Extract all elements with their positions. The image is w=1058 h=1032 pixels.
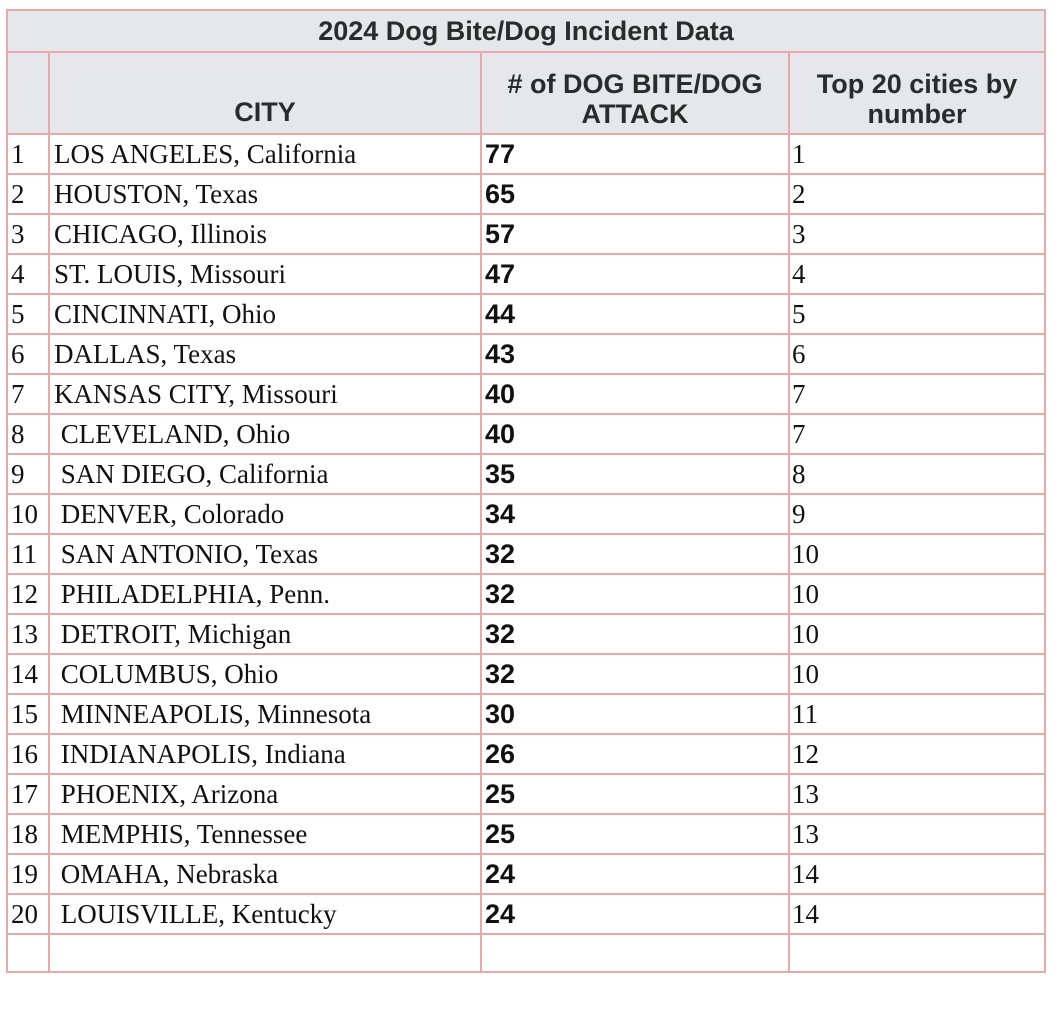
city-cell: LOUISVILLE, Kentucky [49, 894, 481, 934]
empty-cell [7, 934, 49, 972]
rank-cell: 6 [789, 334, 1045, 374]
rank-cell: 2 [789, 174, 1045, 214]
count-cell: 47 [481, 254, 789, 294]
rank-cell: 10 [789, 654, 1045, 694]
table-row [7, 774, 1045, 814]
header-city: CITY [49, 52, 481, 134]
table-row [7, 854, 1045, 894]
header-rank: Top 20 cities by number [789, 52, 1045, 134]
city-cell: ST. LOUIS, Missouri [49, 254, 481, 294]
count-cell: 35 [481, 454, 789, 494]
city-cell: OMAHA, Nebraska [49, 854, 481, 894]
table-row [7, 414, 1045, 454]
rank-cell: 7 [789, 414, 1045, 454]
rank-cell: 3 [789, 214, 1045, 254]
rank-cell: 10 [789, 574, 1045, 614]
row-number: 20 [7, 894, 49, 934]
table-row [7, 494, 1045, 534]
row-number: 7 [7, 374, 49, 414]
row-number: 15 [7, 694, 49, 734]
city-cell: DALLAS, Texas [49, 334, 481, 374]
table-row [7, 294, 1045, 334]
row-number: 5 [7, 294, 49, 334]
count-cell: 26 [481, 734, 789, 774]
city-cell: CLEVELAND, Ohio [49, 414, 481, 454]
dog-bite-table [6, 9, 1046, 973]
row-number: 16 [7, 734, 49, 774]
rank-cell: 9 [789, 494, 1045, 534]
city-cell: COLUMBUS, Ohio [49, 654, 481, 694]
count-cell: 32 [481, 534, 789, 574]
table-row [7, 614, 1045, 654]
table-row [7, 654, 1045, 694]
header-count: # of DOG BITE/DOG ATTACK [481, 52, 789, 134]
count-cell: 24 [481, 854, 789, 894]
table-row [7, 374, 1045, 414]
row-number: 8 [7, 414, 49, 454]
count-cell: 30 [481, 694, 789, 734]
count-cell: 25 [481, 774, 789, 814]
table-title: 2024 Dog Bite/Dog Incident Data [7, 10, 1045, 52]
city-cell: MEMPHIS, Tennessee [49, 814, 481, 854]
rank-cell: 13 [789, 774, 1045, 814]
empty-cell [789, 934, 1045, 972]
count-cell: 57 [481, 214, 789, 254]
row-number: 12 [7, 574, 49, 614]
count-cell: 40 [481, 414, 789, 454]
empty-row [7, 934, 1045, 972]
city-cell: INDIANAPOLIS, Indiana [49, 734, 481, 774]
city-cell: MINNEAPOLIS, Minnesota [49, 694, 481, 734]
rank-cell: 5 [789, 294, 1045, 334]
header-row [7, 52, 1045, 134]
city-cell: CHICAGO, Illinois [49, 214, 481, 254]
table-row [7, 694, 1045, 734]
row-number: 4 [7, 254, 49, 294]
city-cell: PHILADELPHIA, Penn. [49, 574, 481, 614]
row-number: 6 [7, 334, 49, 374]
count-cell: 24 [481, 894, 789, 934]
table-row [7, 214, 1045, 254]
city-cell: PHOENIX, Arizona [49, 774, 481, 814]
count-cell: 40 [481, 374, 789, 414]
count-cell: 32 [481, 654, 789, 694]
rank-cell: 11 [789, 694, 1045, 734]
city-cell: CINCINNATI, Ohio [49, 294, 481, 334]
city-cell: KANSAS CITY, Missouri [49, 374, 481, 414]
empty-cell [49, 934, 481, 972]
table-row [7, 894, 1045, 934]
row-number: 19 [7, 854, 49, 894]
count-cell: 77 [481, 134, 789, 174]
row-number: 13 [7, 614, 49, 654]
rank-cell: 10 [789, 614, 1045, 654]
table-row [7, 334, 1045, 374]
table-row [7, 814, 1045, 854]
title-row [7, 10, 1045, 52]
row-number: 9 [7, 454, 49, 494]
row-number: 11 [7, 534, 49, 574]
city-cell: DENVER, Colorado [49, 494, 481, 534]
table-row [7, 734, 1045, 774]
row-number: 3 [7, 214, 49, 254]
table-row [7, 174, 1045, 214]
dog-bite-table-container [6, 9, 1046, 973]
rank-cell: 14 [789, 894, 1045, 934]
city-cell: SAN DIEGO, California [49, 454, 481, 494]
table-row [7, 534, 1045, 574]
row-number: 2 [7, 174, 49, 214]
row-number: 17 [7, 774, 49, 814]
city-cell: DETROIT, Michigan [49, 614, 481, 654]
rank-cell: 13 [789, 814, 1045, 854]
rank-cell: 7 [789, 374, 1045, 414]
count-cell: 25 [481, 814, 789, 854]
table-row [7, 134, 1045, 174]
count-cell: 65 [481, 174, 789, 214]
count-cell: 44 [481, 294, 789, 334]
row-number: 18 [7, 814, 49, 854]
header-blank-cell [7, 52, 49, 134]
rank-cell: 14 [789, 854, 1045, 894]
row-number: 10 [7, 494, 49, 534]
table-row [7, 254, 1045, 294]
table-row [7, 574, 1045, 614]
rank-cell: 12 [789, 734, 1045, 774]
rank-cell: 1 [789, 134, 1045, 174]
rank-cell: 10 [789, 534, 1045, 574]
empty-cell [481, 934, 789, 972]
table-row [7, 454, 1045, 494]
row-number: 14 [7, 654, 49, 694]
rank-cell: 4 [789, 254, 1045, 294]
city-cell: LOS ANGELES, California [49, 134, 481, 174]
city-cell: HOUSTON, Texas [49, 174, 481, 214]
rank-cell: 8 [789, 454, 1045, 494]
row-number: 1 [7, 134, 49, 174]
count-cell: 34 [481, 494, 789, 534]
count-cell: 32 [481, 574, 789, 614]
count-cell: 32 [481, 614, 789, 654]
count-cell: 43 [481, 334, 789, 374]
city-cell: SAN ANTONIO, Texas [49, 534, 481, 574]
